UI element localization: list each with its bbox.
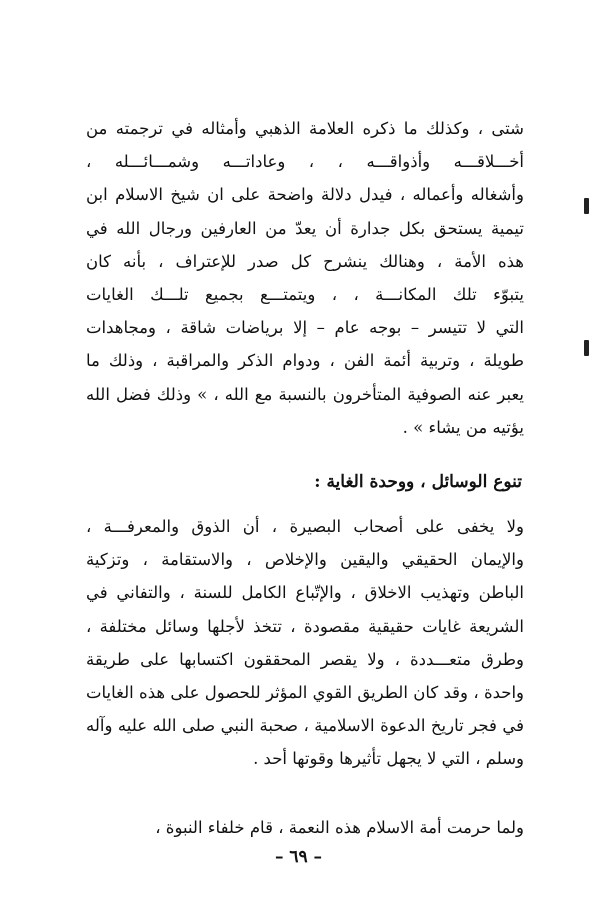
text-line: واحدة ، وقد كان الطريق القوي المؤثر للحصول على هذه الغايات bbox=[86, 682, 524, 702]
paragraph-3 bbox=[86, 811, 524, 844]
text-line: الباطن وتهذيب الاخلاق ، والإتّباع الكامل للسنة ، والتفاني في bbox=[86, 583, 524, 603]
scan-edge-mark bbox=[584, 340, 589, 356]
text-line: يتبوّء تلك المكانـــة ، ، ويتمتـــع بجميع تلـــك الغايات bbox=[86, 284, 524, 304]
scan-edge-mark bbox=[584, 198, 589, 214]
text-line: يؤتيه من يشاء » . bbox=[402, 417, 524, 437]
text-line: وأشغاله وأعماله ، فيدل دلالة واضحة على ان شيخ الاسلام ابن bbox=[86, 185, 524, 205]
text-line: تيمية يستحق بكل جدارة أن يعدّ من العارفين ورجال الله في bbox=[86, 218, 524, 238]
text-line: والإيمان الحقيقي واليقين والإخلاص ، والاستقامة ، وتزكية bbox=[86, 550, 524, 570]
text-line: يعبر عنه الصوفية المتأخرون بالنسبة مع الله ، » وذلك فضل الله bbox=[86, 384, 524, 404]
text-line: ولما حرمت أمة الاسلام هذه النعمة ، قام خلفاء النبوة ، bbox=[155, 818, 524, 837]
text-line: وطرق متعـــددة ، ولا يقصر المحققون اكتسابها على طريقة bbox=[86, 649, 524, 669]
text-line: في فجر تاريخ الدعوة الاسلامية ، صحبة النبي صلى الله عليه وآله bbox=[86, 716, 524, 736]
text-line: التي لا تتيسر – بوجه عام – إلا برياضات شاقة ، ومجاهدات bbox=[86, 318, 524, 338]
text-line: وسلم ، التي لا يجهل تأثيرها وقوتها أحد . bbox=[253, 749, 524, 769]
paragraph-2 bbox=[86, 510, 524, 776]
text-line: شتى ، وكذلك ما ذكره العلامة الذهبي وأمثاله في ترجمته من bbox=[86, 119, 524, 138]
text-line: هذه الأمة ، وهنالك ينشرح كل صدر للإعتراف ، بأنه كان bbox=[86, 251, 524, 271]
paragraph-1 bbox=[86, 112, 524, 444]
page-number: – ٦٩ – bbox=[274, 847, 323, 867]
text-line: طويلة ، وتربية أئمة الفن ، ودوام الذكر والمراقبة ، وذلك ما bbox=[86, 351, 524, 371]
text-line: أخـــلاقـــه وأذواقـــه ، ، وعاداتـــه وشمـــائـــله ، bbox=[86, 152, 524, 172]
text-line: الشريعة غايات حقيقية مقصودة ، تتخذ لأجلها وسائل مختلفة ، bbox=[86, 616, 524, 636]
section-heading: تنوع الوسائل ، ووحدة الغاية : bbox=[314, 472, 522, 492]
text-line: ولا يخفى على أصحاب البصيرة ، أن الذوق والمعرفـــة ، bbox=[86, 517, 524, 536]
